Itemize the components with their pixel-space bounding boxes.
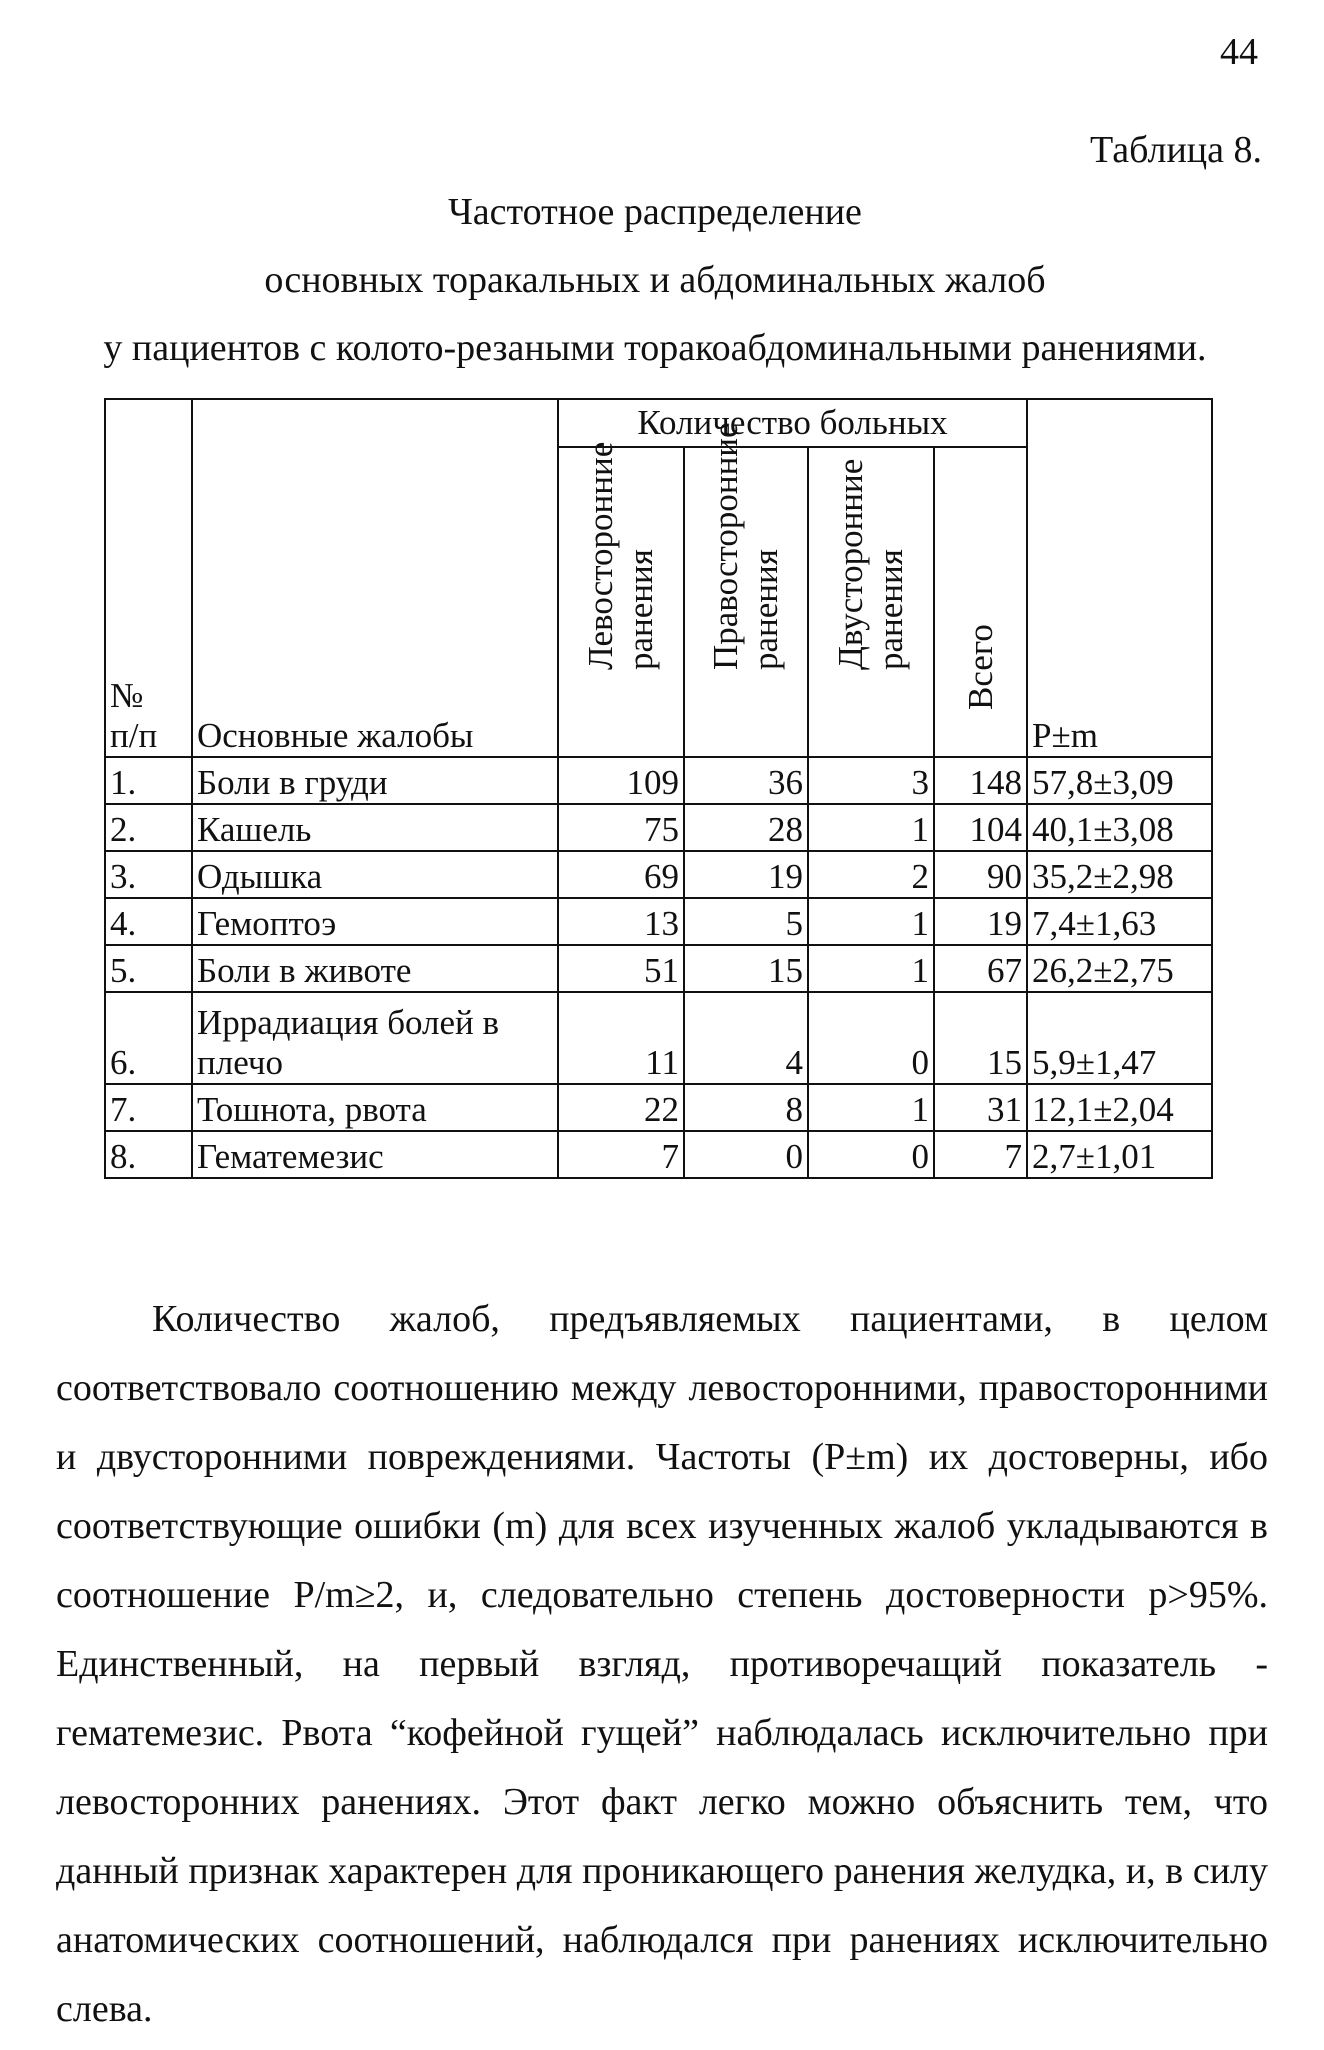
body-paragraph: Количество жалоб, предъявляемых пациентами, в целом соответствовало соотношению между левосторонними, правосторонними и двусторонними повреждениями. Частоты (P±m) их достоверны, ибо соответствующие ошибки (m) для всех изученных жалоб укладываются в соотношение P/m≥2, и, следовательно степень достоверности p>95%. Единственный, на первый взгляд, противоречащий показатель - гематемезис. Рвота “кофейной гущей” наблюдалась исключительно при левосторонних ранениях. Этот факт легко можно объяснить тем, что данный признак характерен для проникающего ранения желудка, и, в силу анатомических соотношений, наблюдался при ранениях исключительно слева.	[56, 1298, 1268, 2030]
row-index: 5.	[105, 945, 192, 992]
row-left-sided: 13	[558, 898, 684, 945]
row-left-sided: 51	[558, 945, 684, 992]
header-patient-count-group: Количество больных	[558, 399, 1027, 447]
table-row	[105, 757, 1212, 804]
row-total: 31	[934, 1084, 1027, 1131]
row-index: 1.	[105, 757, 192, 804]
row-complaint: Гемоптоэ	[192, 898, 558, 945]
table-caption-line-1: Частотное распределение	[448, 191, 862, 233]
header-complaint: Основные жалобы	[192, 399, 558, 757]
table-row	[105, 851, 1212, 898]
row-right-sided: 15	[684, 945, 808, 992]
row-bilateral: 0	[808, 992, 934, 1084]
row-bilateral: 1	[808, 804, 934, 851]
row-left-sided: 11	[558, 992, 684, 1084]
header-left-sided-line-2: ранения	[621, 549, 660, 670]
table-label: Таблица 8.	[1089, 129, 1262, 171]
row-right-sided: 36	[684, 757, 808, 804]
row-p-m: 26,2±2,75	[1027, 945, 1212, 992]
row-index: 8.	[105, 1131, 192, 1178]
row-right-sided: 19	[684, 851, 808, 898]
table-row	[105, 992, 1212, 1084]
header-right-sided-line-2: ранения	[746, 549, 785, 670]
row-complaint-line-1: Иррадиация болей в	[197, 1003, 500, 1042]
row-complaint: Одышка	[192, 851, 558, 898]
row-p-m: 5,9±1,47	[1027, 992, 1212, 1084]
row-right-sided: 4	[684, 992, 808, 1084]
table-row	[105, 804, 1212, 851]
row-index: 3.	[105, 851, 192, 898]
row-total: 15	[934, 992, 1027, 1084]
body-text	[56, 1285, 1268, 2044]
row-index: 7.	[105, 1084, 192, 1131]
row-total: 7	[934, 1131, 1027, 1178]
header-right-sided	[684, 422, 808, 757]
row-p-m: 2,7±1,01	[1027, 1131, 1212, 1178]
header-total	[934, 447, 1027, 757]
row-bilateral: 2	[808, 851, 934, 898]
table-row	[105, 898, 1212, 945]
row-right-sided: 0	[684, 1131, 808, 1178]
table-caption-line-2: основных торакальных и абдоминальных жалоб	[264, 259, 1046, 301]
table-row	[105, 1084, 1212, 1131]
header-bilateral-line-2: ранения	[871, 549, 910, 670]
row-total: 90	[934, 851, 1027, 898]
row-bilateral: 0	[808, 1131, 934, 1178]
row-p-m: 35,2±2,98	[1027, 851, 1212, 898]
page-number: 44	[1220, 31, 1258, 73]
row-bilateral: 3	[808, 757, 934, 804]
row-complaint: Тошнота, рвота	[192, 1084, 558, 1131]
complaints-table	[104, 398, 1213, 1179]
row-total: 104	[934, 804, 1027, 851]
row-total: 19	[934, 898, 1027, 945]
header-index-line-2: п/п	[110, 716, 158, 755]
row-index: 4.	[105, 898, 192, 945]
table-caption-line-3: у пациентов с колото-резаными торакоабдоминальными ранениями.	[103, 327, 1207, 369]
row-right-sided: 5	[684, 898, 808, 945]
row-total: 67	[934, 945, 1027, 992]
row-complaint: Гематемезис	[192, 1131, 558, 1178]
header-bilateral	[808, 447, 934, 757]
row-left-sided: 7	[558, 1131, 684, 1178]
header-bilateral-line-1: Двусторонние	[831, 458, 870, 670]
row-right-sided: 28	[684, 804, 808, 851]
header-left-sided-line-1: Левосторонние	[581, 441, 620, 670]
row-complaint: Боли в груди	[192, 757, 558, 804]
row-bilateral: 1	[808, 1084, 934, 1131]
row-total: 148	[934, 757, 1027, 804]
row-left-sided: 69	[558, 851, 684, 898]
row-complaint	[192, 992, 558, 1084]
row-p-m: 7,4±1,63	[1027, 898, 1212, 945]
table-row	[105, 1131, 1212, 1178]
row-index: 6.	[105, 992, 192, 1084]
row-left-sided: 109	[558, 757, 684, 804]
row-left-sided: 75	[558, 804, 684, 851]
header-p-m: P±m	[1027, 399, 1212, 757]
row-p-m: 12,1±2,04	[1027, 1084, 1212, 1131]
row-complaint: Кашель	[192, 804, 558, 851]
header-right-sided-line-1: Правосторонние	[706, 422, 745, 670]
row-p-m: 40,1±3,08	[1027, 804, 1212, 851]
header-index	[105, 399, 192, 757]
row-bilateral: 1	[808, 945, 934, 992]
header-index-line-1: №	[110, 676, 144, 715]
row-right-sided: 8	[684, 1084, 808, 1131]
table-row	[105, 945, 1212, 992]
row-p-m: 57,8±3,09	[1027, 757, 1212, 804]
row-complaint: Боли в животе	[192, 945, 558, 992]
row-index: 2.	[105, 804, 192, 851]
row-left-sided: 22	[558, 1084, 684, 1131]
row-complaint-line-2: плечо	[197, 1043, 283, 1082]
header-left-sided	[558, 441, 684, 757]
header-total-line-1: Всего	[960, 624, 1000, 710]
row-bilateral: 1	[808, 898, 934, 945]
